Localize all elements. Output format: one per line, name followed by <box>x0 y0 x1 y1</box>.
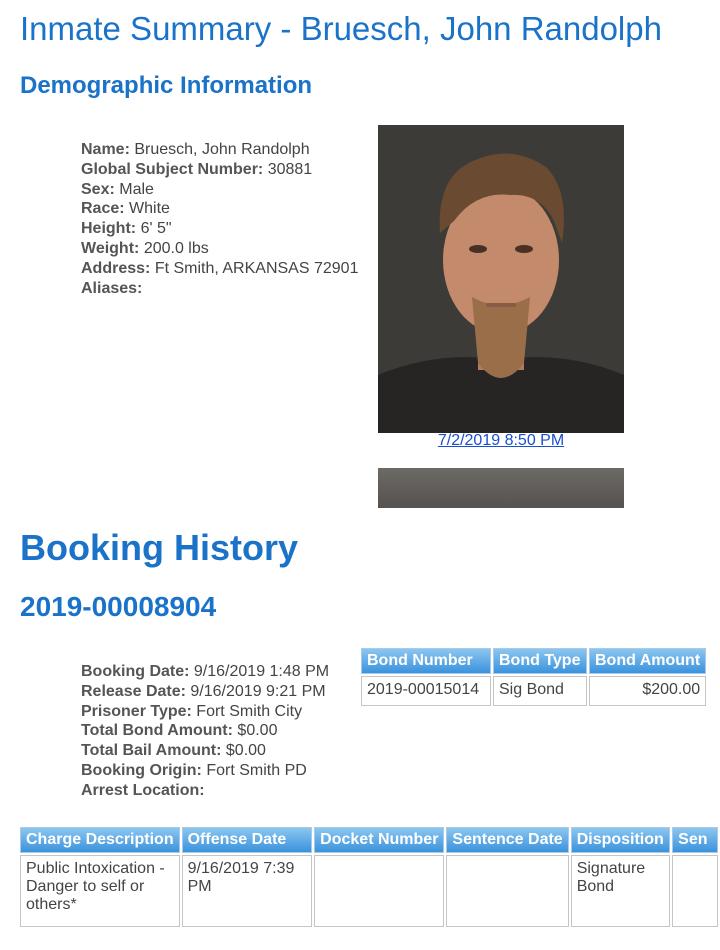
bond-type-cell: Sig Bond <box>493 676 587 706</box>
table-header-row <box>20 827 718 853</box>
mugshot-date-link[interactable]: 7/2/2019 8:50 PM <box>437 432 565 449</box>
demographic-fields <box>81 140 358 298</box>
bond-number-cell: 2019-00015014 <box>361 676 491 706</box>
page-title: Inmate Summary - Bruesch, John Randolph <box>20 10 662 47</box>
col-bond-type[interactable]: Bond Type <box>493 648 587 674</box>
booking-history-heading: Booking History <box>20 527 299 568</box>
col-bond-amount[interactable]: Bond Amount <box>589 648 706 674</box>
field-height: Height: 6' 5" <box>81 220 172 238</box>
col-sentence-date[interactable]: Sentence Date <box>446 827 568 853</box>
field-arrest-location: Arrest Location: <box>81 781 205 799</box>
field-race: Race: White <box>81 200 170 218</box>
field-aliases: Aliases: <box>81 279 143 297</box>
person-photo-icon <box>378 125 624 433</box>
field-sex: Sex: Male <box>81 180 154 198</box>
field-name: Name: Bruesch, John Randolph <box>81 141 310 158</box>
booking-number-heading: 2019-00008904 <box>20 591 217 622</box>
bond-amount-cell: $200.00 <box>589 676 706 706</box>
table-header-row <box>361 648 706 674</box>
sentence-date-cell <box>446 855 568 927</box>
field-global-subject-number: Global Subject Number: 30881 <box>81 160 313 178</box>
col-offense-date[interactable]: Offense Date <box>182 827 313 853</box>
field-weight: Weight: 200.0 lbs <box>81 239 209 257</box>
offense-date-cell: 9/16/2019 7:39 PM <box>182 855 313 927</box>
charges-table <box>18 825 720 929</box>
field-total-bond-amount: Total Bond Amount: $0.00 <box>81 722 278 740</box>
sentence-cell <box>672 855 718 927</box>
bond-table <box>359 646 708 708</box>
col-docket-number[interactable]: Docket Number <box>314 827 444 853</box>
docket-number-cell <box>314 855 444 927</box>
field-total-bail-amount: Total Bail Amount: $0.00 <box>81 742 266 760</box>
field-address: Address: Ft Smith, ARKANSAS 72901 <box>81 259 359 277</box>
mugshot-photo[interactable] <box>378 125 624 433</box>
field-booking-date: Booking Date: 9/16/2019 1:48 PM <box>81 663 330 680</box>
demographic-heading: Demographic Information <box>20 72 313 99</box>
field-booking-origin: Booking Origin: Fort Smith PD <box>81 761 307 779</box>
mugshot-photo-2[interactable] <box>378 468 624 508</box>
table-row <box>20 855 718 927</box>
table-row <box>361 676 706 706</box>
col-disposition[interactable]: Disposition <box>571 827 670 853</box>
col-bond-number[interactable]: Bond Number <box>361 648 491 674</box>
disposition-cell: Signature Bond <box>571 855 670 927</box>
field-release-date: Release Date: 9/16/2019 9:21 PM <box>81 682 326 700</box>
booking-fields <box>81 662 329 801</box>
col-sentence[interactable]: Sen <box>672 827 718 853</box>
col-charge-description[interactable]: Charge Description <box>20 827 180 853</box>
charge-description-cell: Public Intoxication - Danger to self or others* <box>20 855 180 927</box>
field-prisoner-type: Prisoner Type: Fort Smith City <box>81 702 303 720</box>
